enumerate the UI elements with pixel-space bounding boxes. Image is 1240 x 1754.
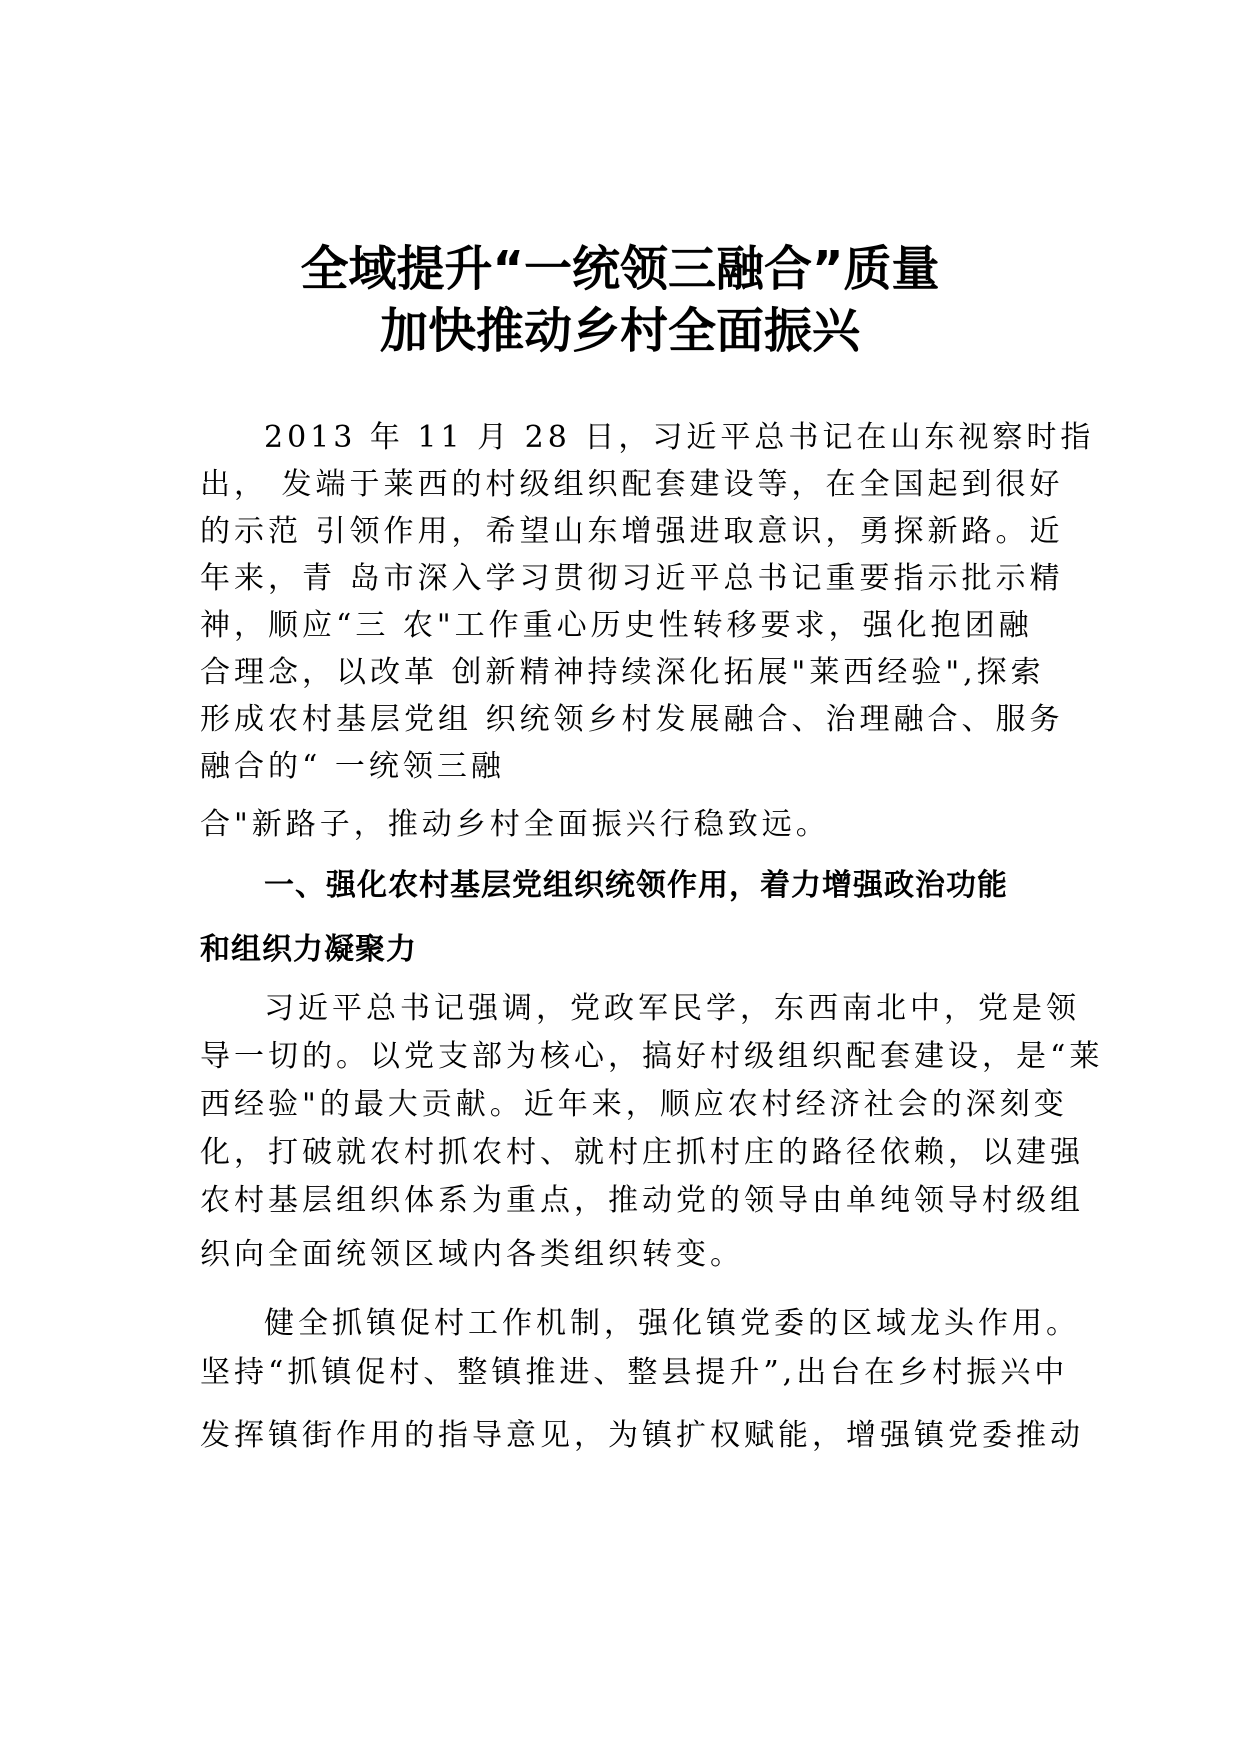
paragraph-line: 的示范 引领作用，希望山东增强进取意识，勇探新路。近	[200, 514, 1064, 549]
paragraph-line: 神，顺应“三 农"工作重心历史性转移要求，强化抱团融	[200, 608, 1033, 643]
paragraph-line: 发挥镇街作用的指导意见，为镇扩权赋能，增强镇党委推动	[200, 1418, 1084, 1453]
paragraph-line: 西经验"的最大贡献。近年来，顺应农村经济社会的深刻变	[200, 1087, 1068, 1122]
paragraph-line: 年来，青 岛市深入学习贯彻习近平总书记重要指示批示精	[200, 561, 1064, 596]
paragraph-line: 化，打破就农村抓农村、就村庄抓村庄的路径依赖，以建强	[200, 1135, 1084, 1170]
paragraph-line: 形成农村基层党组 织统领乡村发展融合、治理融合、服务	[200, 702, 1064, 737]
paragraph-line: 融合的“ 一统领三融	[200, 749, 505, 784]
paragraph-line: 导一切的。以党支部为核心，搞好村级组织配套建设，是“莱	[200, 1039, 1104, 1074]
paragraph-line: 合理念，以改革 创新精神持续深化拓展"莱西经验",探索	[200, 655, 1045, 690]
section-heading-1: 一、强化农村基层党组织统领作用，着力增强政治功能	[264, 868, 1008, 903]
paragraph-line: 出， 发端于莱西的村级组织配套建设等，在全国起到很好	[200, 467, 1064, 502]
paragraph-line: 坚持“抓镇促村、整镇推进、整县提升”,出台在乡村振兴中	[200, 1355, 1069, 1390]
paragraph-line: 合"新路子，推动乡村全面振兴行稳致远。	[200, 807, 830, 842]
paragraph-line: 2013 年 11 月 28 日，习近平总书记在山东视察时指	[264, 420, 1095, 455]
paragraph-line: 健全抓镇促村工作机制，强化镇党委的区域龙头作用。	[264, 1306, 1080, 1341]
paragraph-line: 农村基层组织体系为重点，推动党的领导由单纯领导村级组	[200, 1183, 1084, 1218]
document-title-line-1: 全域提升“一统领三融合”质量	[300, 241, 940, 297]
section-heading-1-continued: 和组织力凝聚力	[200, 932, 417, 967]
document-title-line-2: 加快推动乡村全面振兴	[379, 303, 860, 359]
paragraph-line: 习近平总书记强调，党政军民学，东西南北中，党是领	[264, 991, 1080, 1026]
paragraph-line: 织向全面统领区域内各类组织转变。	[200, 1237, 744, 1272]
